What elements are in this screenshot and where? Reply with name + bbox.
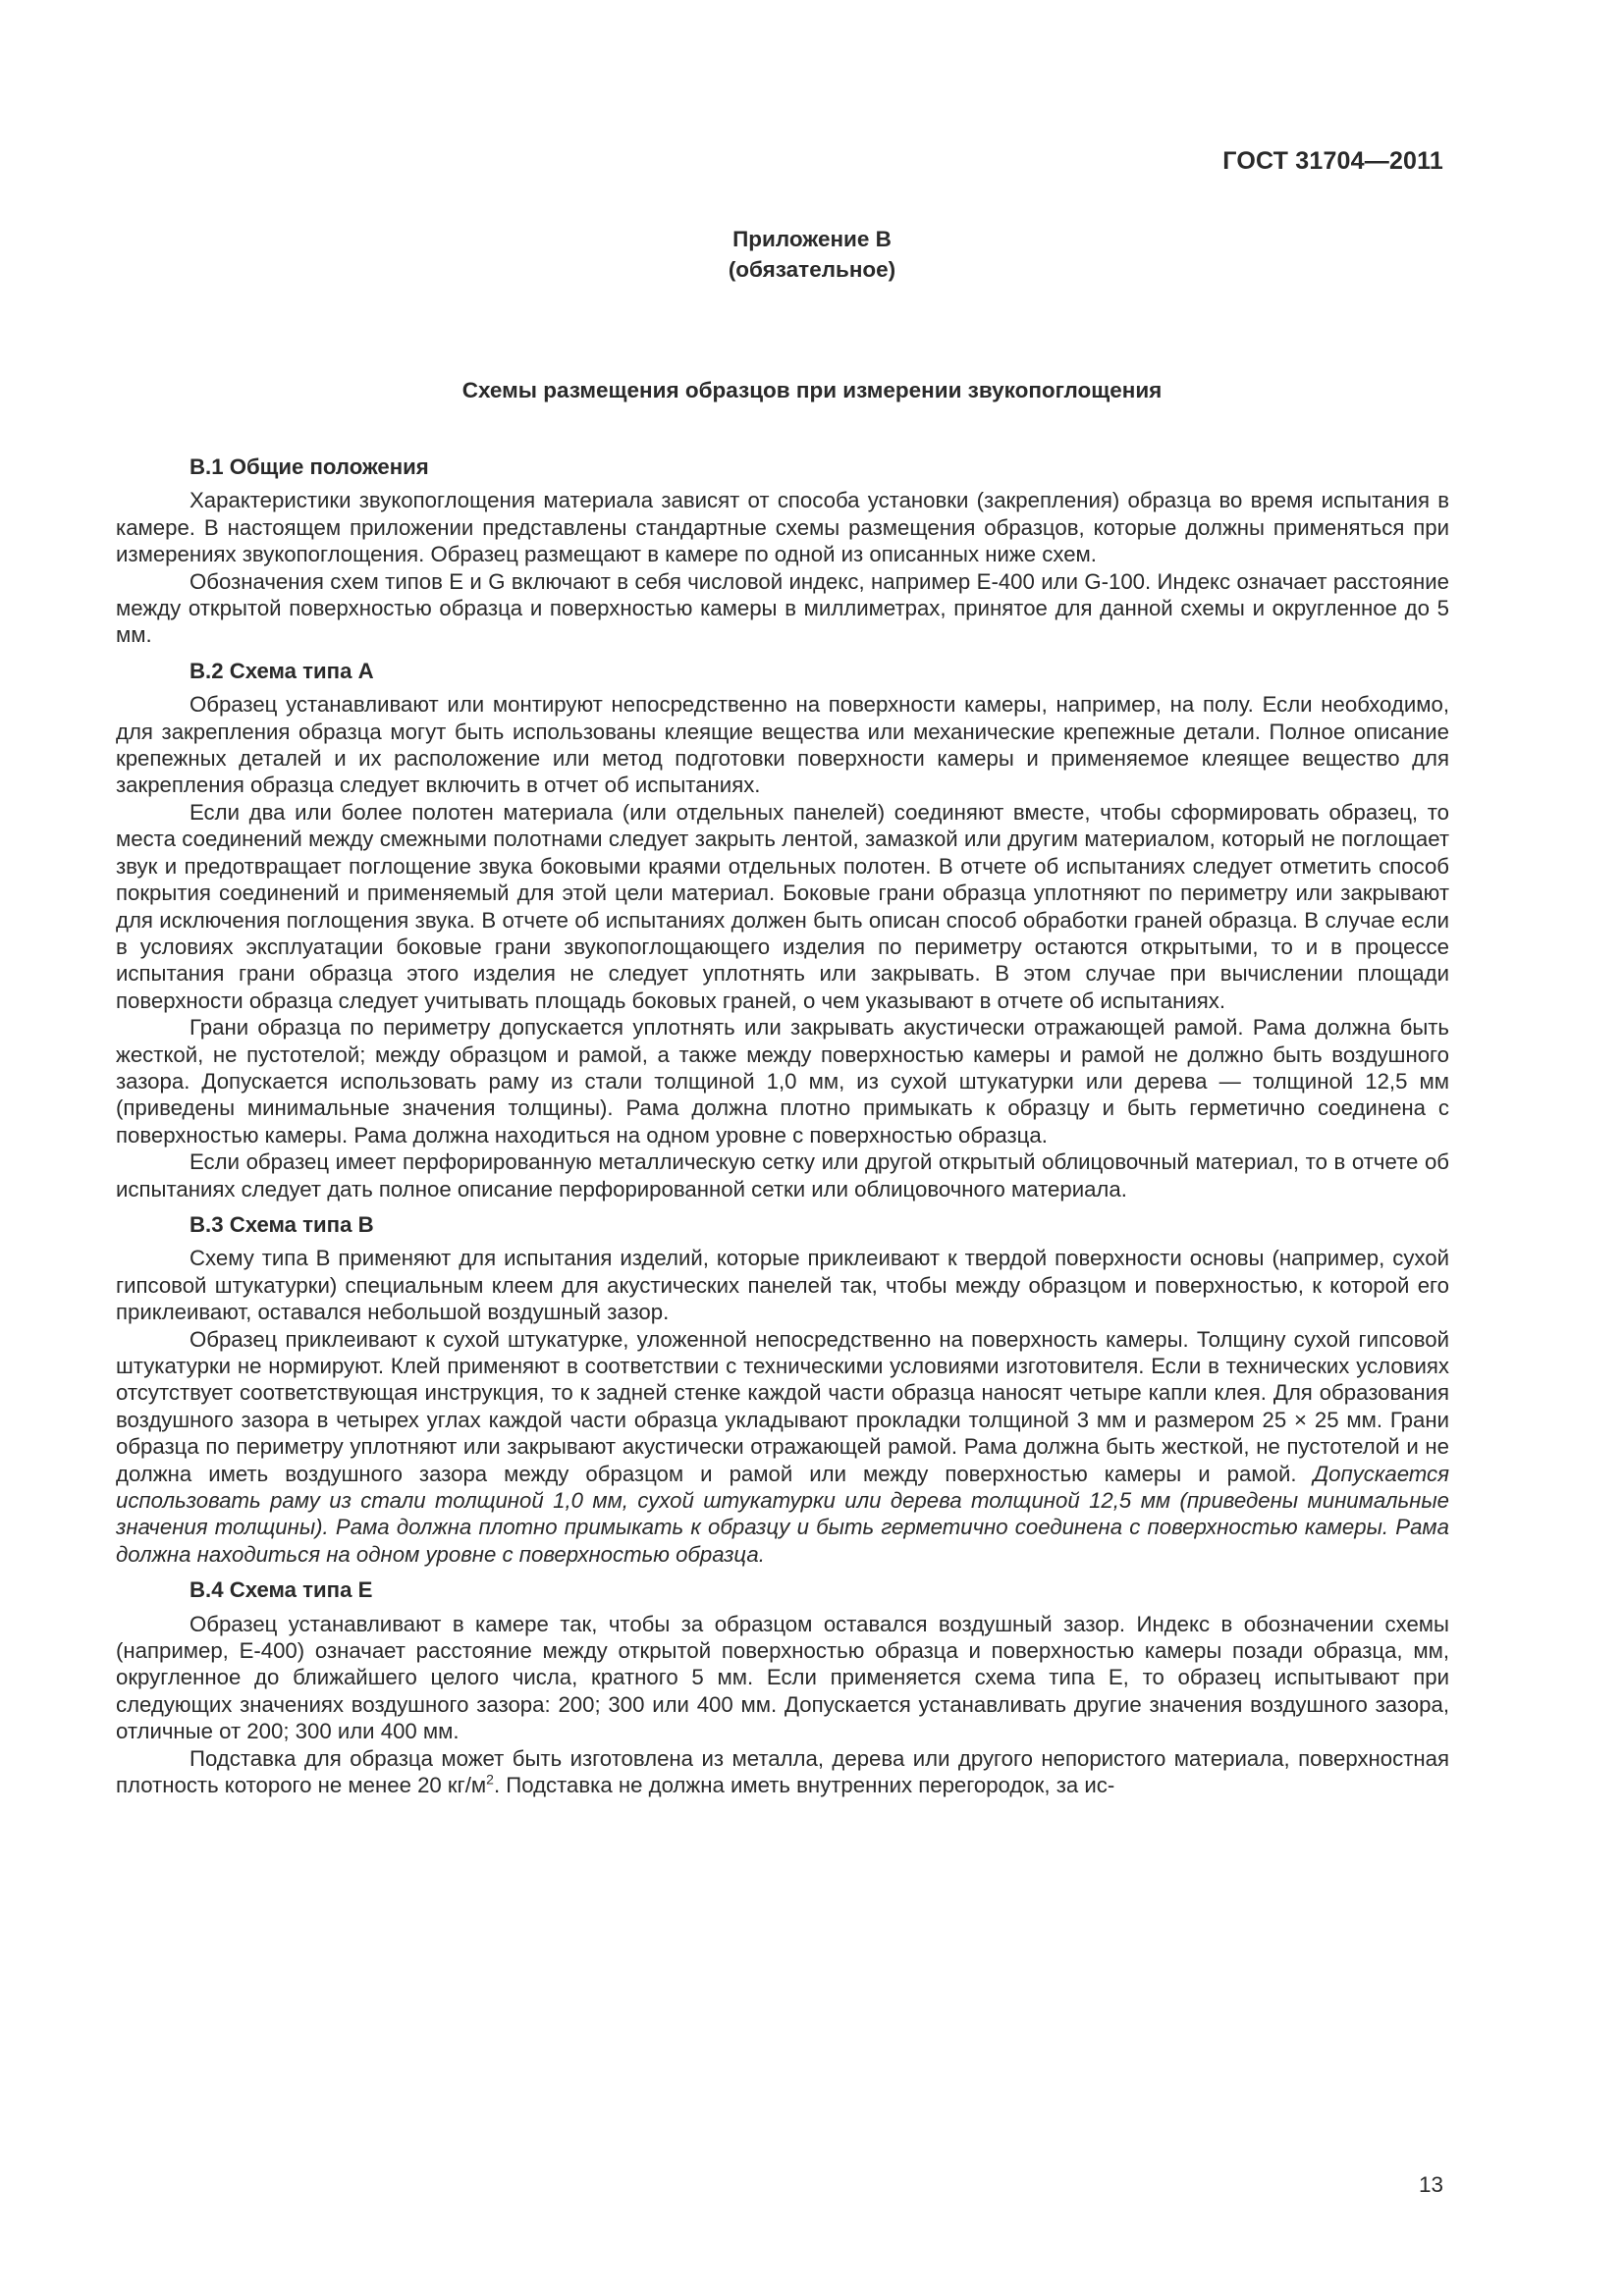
- superscript: 2: [486, 1771, 494, 1788]
- paragraph: Если два или более полотен материала (или отдельных панелей) соединяют вместе, чтобы сформировать образец, то места соединений между смежными полотнами следует закрыть лентой, замазкой или другим материалом, который не поглощает звук и предотвращает поглощение звука боковыми краями отдельных полотен. В отчете об испытаниях следует отметить способ покрытия соединений и применяемый для этой цели материал. Боковые грани образца уплотняют по периметру или закрывают для исключения поглощения звука. В отчете об испытаниях должен быть описан способ обработки граней образца. В случае если в условиях эксплуатации боковые грани звукопоглощающего изделия по периметру остаются открытыми, то и в процессе испытания грани образца этого изделия не следует уплотнять или закрывать. В этом случае при вычислении площади поверхности образца следует учитывать площадь боковых граней, о чем указывают в отчете об испытаниях.: [116, 799, 1449, 1013]
- paragraph: Образец устанавливают в камере так, чтобы за образцом оставался воздушный зазор. Индекс в обозначении схемы (например, Е-400) означает расстояние между открытой поверхностью образца и поверхностью камеры позади образца, мм, округленное до ближайшего целого числа, кратного 5 мм. Если применяется схема типа Е, то образец испытывают при следующих значениях воздушного зазора: 200; 300 или 400 мм. Допускается устанавливать другие значения воздушного зазора, отличные от 200; 300 или 400 мм.: [116, 1611, 1449, 1744]
- paragraph: Характеристики звукопоглощения материала зависят от способа установки (закрепления) образца во время испытания в камере. В настоящем приложении представлены стандартные схемы размещения образцов, которые должны применяться при измерениях звукопоглощения. Образец размещают в камере по одной из описанных ниже схем.: [116, 488, 1449, 567]
- section-heading-b3: В.3 Схема типа В: [189, 1211, 374, 1237]
- paragraph-text: Образец приклеивают к сухой штукатурке, уложенной непосредственно на поверхность камеры. Толщину сухой гипсовой штукатурки не нормируют. Клей применяют в соответствии с техническими условиями изготовителя. Если в технических условиях отсутствует соответствующая инструкция, то к задней стенке каждой части образца наносят четыре капли клея. Для образования воздушного зазора в четырех углах каждой части образца укладывают прокладки толщиной 3 мм и размером 25 × 25 мм. Грани образца по периметру уплотняют или закрывают акустически отражающей рамой. Рама должна быть жесткой, не пустотелой и не должна иметь воздушного зазора между образцом и рамой или между поверхностью камеры и рамой.: [116, 1326, 1449, 1486]
- page-title: Схемы размещения образцов при измерении звукопоглощения: [461, 378, 1163, 402]
- appendix-heading: [0, 224, 1624, 285]
- page-number: 13: [1418, 2172, 1443, 2197]
- section-heading-b4: В.4 Схема типа Е: [189, 1577, 373, 1603]
- paragraph: Если образец имеет перфорированную металлическую сетку или другой открытый облицовочный материал, то в отчете об испытаниях следует дать полное описание перфорированной сетки или облицовочного материала.: [116, 1149, 1449, 1201]
- paragraph: Образец устанавливают или монтируют непосредственно на поверхности камеры, например, на полу. Если необходимо, для закрепления образца могут быть использованы клеящие вещества или механические крепежные детали. Полное описание крепежных деталей и их расположение или метод подготовки поверхности камеры и применяемое клеящее вещество для закрепления образца следует включить в отчет об испытаниях.: [116, 692, 1449, 798]
- paragraph: Грани образца по периметру допускается уплотнять или закрывать акустически отражающей рамой. Рама должна быть жесткой, не пустотелой; между образцом и рамой, а также между поверхностью камеры и рамой не должно быть воздушного зазора. Допускается использовать раму из стали толщиной 1,0 мм, из сухой штукатурки или дерева — толщиной 12,5 мм (приведены минимальные значения толщины). Рама должна плотно примыкать к образцу и быть герметично соединена с поверхностью камеры. Рама должна находиться на одном уровне с поверхностью образца.: [116, 1015, 1449, 1148]
- paragraph-text: . Подставка не должна иметь внутренних перегородок, за ис-: [493, 1773, 1115, 1798]
- document-code: ГОСТ 31704—2011: [1222, 147, 1443, 175]
- paragraph: Обозначения схем типов Е и G включают в себя числовой индекс, например Е-400 или G-100. Индекс означает расстояние между открытой поверхностью образца и поверхностью камеры в миллиметрах, принятое для данной схемы и округленное до 5 мм.: [116, 568, 1449, 648]
- paragraph-text: Подставка для образца может быть изготовлена из металла, дерева или другого непористого материала, поверхностная плотность которого не менее 20 кг/м: [116, 1745, 1449, 1798]
- section-heading-b1: В.1 Общие положения: [189, 454, 429, 479]
- appendix-status: (обязательное): [728, 257, 896, 282]
- appendix-title: Приложение В: [732, 227, 892, 251]
- paragraph-with-superscript: [116, 1745, 1449, 1799]
- paragraph: Схему типа В применяют для испытания изделий, которые приклеивают к твердой поверхности основы (например, сухой гипсовой штукатурки) специальным клеем для акустических панелей так, чтобы между образцом и поверхностью, к которой его приклеивают, оставался небольшой воздушный зазор.: [116, 1246, 1449, 1325]
- section-heading-b2: В.2 Схема типа А: [189, 658, 374, 683]
- paragraph-mixed: [116, 1326, 1449, 1569]
- paragraph-italic-text: Допускается использовать раму из стали толщиной 1,0 мм, сухой штукатурки или дерева толщиной 12,5 мм (приведены минимальные значения толщины). Рама должна плотно примыкать к образцу и быть герметично соединена с поверхностью камеры. Рама должна находиться на одном уровне с поверхностью образца.: [116, 1461, 1449, 1567]
- document-body: [116, 454, 1449, 1799]
